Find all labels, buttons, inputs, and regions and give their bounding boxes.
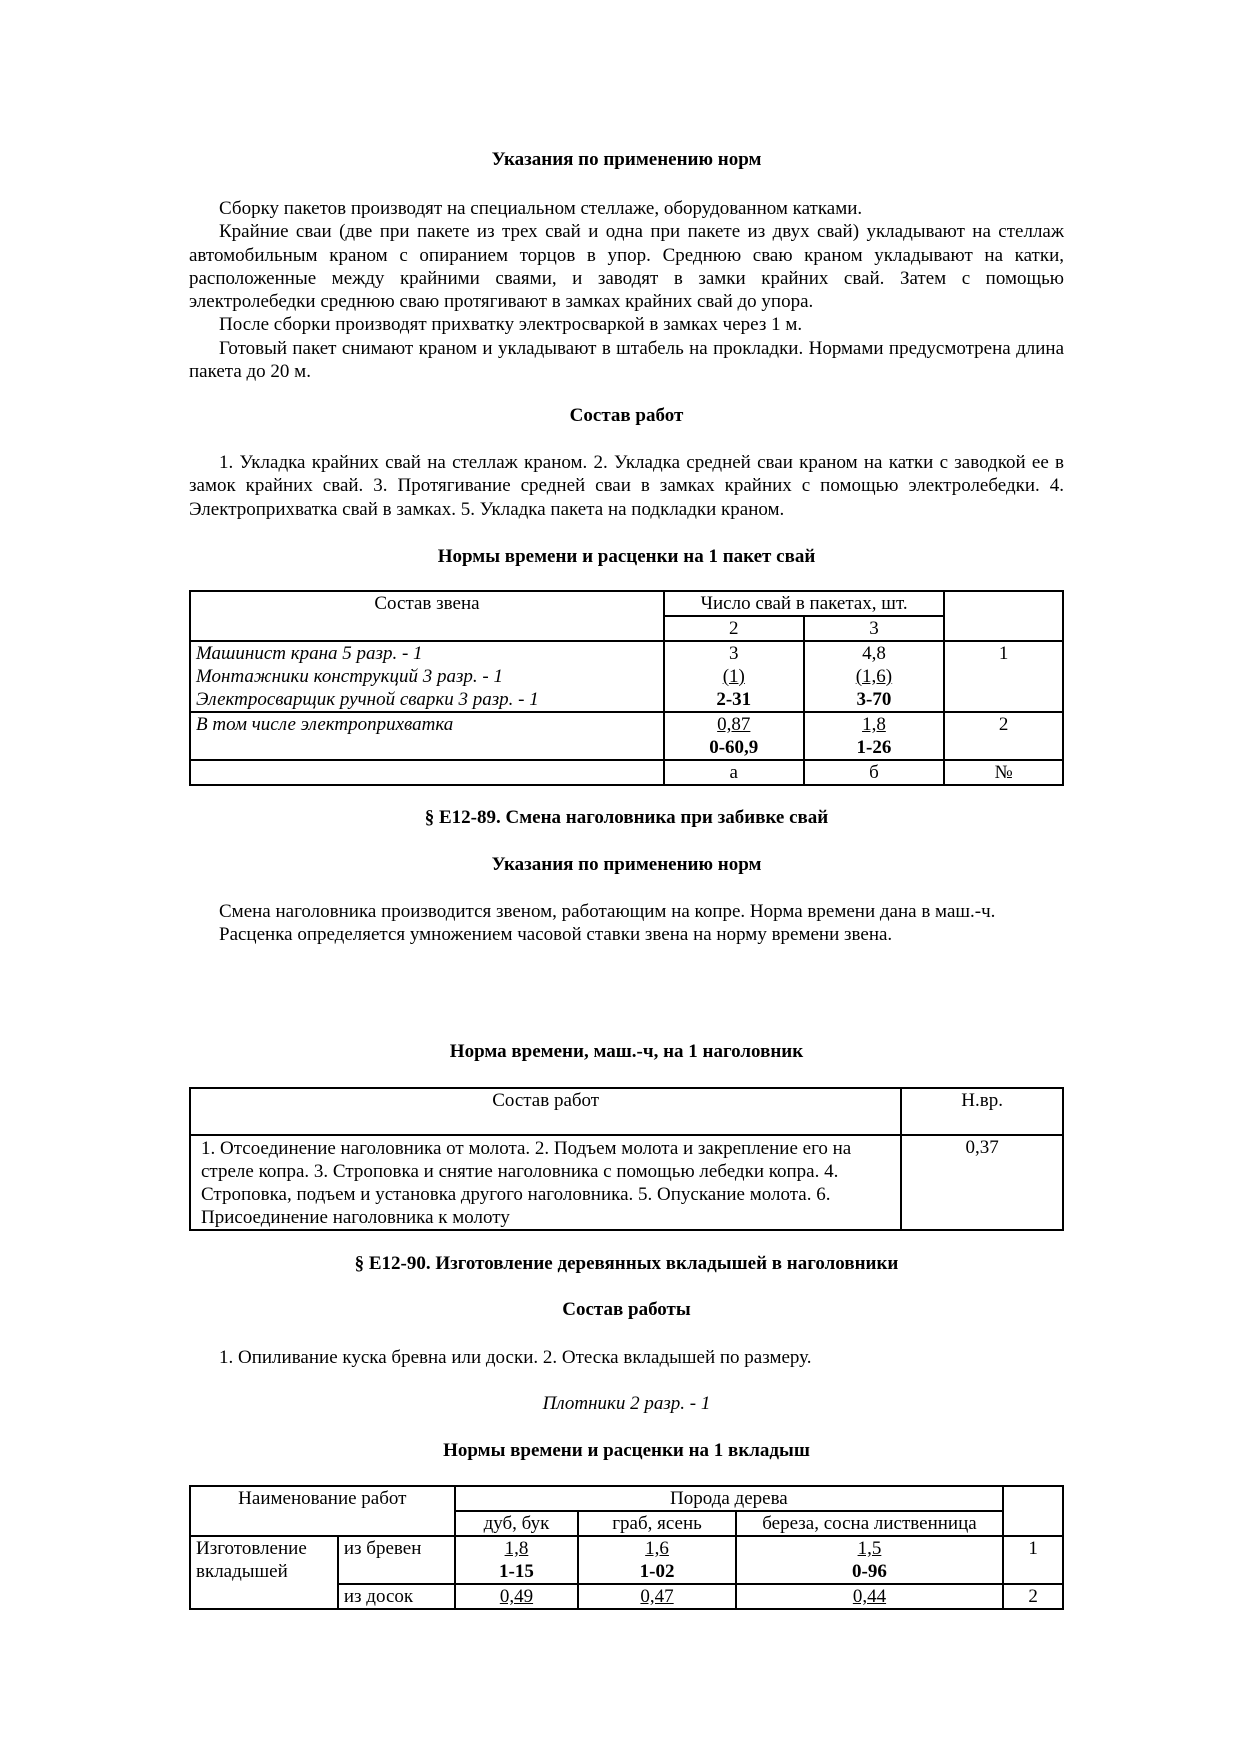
paragraph: 1. Укладка крайних свай на стеллаж краном. 2. Укладка средней сваи краном на катки с заводкой ее в замок крайних свай. 3. Протягивание средней сваи в замках крайних с помощью электролебедки. 4. Электроприхватка свай в замках. 5. Укладка пакета на подкладки краном. (189, 452, 1064, 520)
value-cell (736, 1536, 1003, 1584)
material-cell: из бревен (338, 1536, 455, 1584)
footer-cell (190, 760, 664, 785)
row-number: 1 (1003, 1536, 1063, 1584)
work-cell: Изготовление вкладышей (190, 1536, 338, 1609)
section-text (189, 451, 1064, 521)
price: 0-96 (852, 1561, 887, 1582)
header-cell: 2 (664, 616, 804, 641)
row-number: 2 (1003, 1584, 1063, 1609)
crew-cell: В том числе электроприхватка (190, 712, 664, 760)
header-cell: Н.вр. (901, 1088, 1063, 1135)
section-title: § Е12-90. Изготовление деревянных вкладышей в наголовники (354, 1253, 899, 1274)
time-norm: 1,8 (862, 714, 886, 735)
price: 1-15 (499, 1561, 534, 1582)
time-norm: 0,87 (717, 714, 751, 735)
section-heading: Указания по применению норм (491, 149, 762, 170)
paragraph: Готовый пакет снимают краном и укладывают в штабель на прокладки. Нормами предусмотрена длина пакета до 20 м. (189, 337, 1064, 383)
norms-table-inserts (189, 1485, 1064, 1610)
value-cell (804, 712, 945, 760)
table-title: Норма времени, маш.-ч, на 1 наголовник (449, 1041, 804, 1062)
header-cell: береза, сосна лиственница (736, 1511, 1003, 1536)
price: 2-31 (716, 689, 752, 710)
value-cell (578, 1536, 736, 1584)
price: 1-26 (856, 737, 892, 758)
paragraph: Сборку пакетов производят на специальном стеллаже, оборудованном катками. (219, 198, 863, 219)
paragraph: Смена наголовника производится звеном, работающим на копре. Норма времени дана в маш.-ч. (219, 901, 996, 922)
header-cell (944, 591, 1063, 641)
section-heading: Состав работы (562, 1299, 691, 1320)
paragraph: После сборки производят прихватку электросваркой в замках через 1 м. (219, 314, 803, 336)
footer-cell: а (664, 760, 804, 785)
footer-cell: б (804, 760, 945, 785)
table-title: Нормы времени и расценки на 1 вкладыш (443, 1440, 810, 1461)
paragraph: 1. Опиливание куска бревна или доски. 2. Отеска вкладышей по размеру. (219, 1347, 812, 1368)
crew-composition: Плотники 2 разр. - 1 (542, 1393, 711, 1414)
time-norm-part: (1,6) (855, 666, 893, 687)
crew-line: Электросварщик ручной сварки 3 разр. - 1 (196, 689, 539, 710)
material-cell: из досок (338, 1584, 455, 1609)
time-norm: 1,6 (645, 1538, 669, 1559)
time-norm: 1,5 (857, 1538, 882, 1559)
section-heading: Состав работ (569, 405, 684, 426)
section-text (189, 900, 1064, 947)
section-text (189, 197, 1064, 383)
header-cell: Порода дерева (455, 1486, 1003, 1511)
value-cell (664, 641, 804, 712)
table-row (190, 1135, 1063, 1230)
section-text (189, 1346, 1064, 1369)
header-cell: Число свай в пакетах, шт. (664, 591, 944, 616)
table-row (190, 712, 1063, 760)
time-norm: 0,47 (640, 1586, 674, 1607)
norms-table-headpiece (189, 1087, 1064, 1231)
time-norm: 0,44 (852, 1586, 887, 1607)
header-cell: граб, ясень (578, 1511, 736, 1536)
crew-line: Машинист крана 5 разр. - 1 (196, 643, 423, 664)
footer-cell: № (944, 760, 1063, 785)
value-cell (455, 1536, 579, 1584)
price: 0-60,9 (709, 737, 759, 758)
header-cell: Состав звена (190, 591, 664, 641)
value-cell (455, 1584, 579, 1609)
header-cell: 3 (804, 616, 945, 641)
header-cell (1003, 1486, 1063, 1536)
paragraph: Крайние сваи (две при пакете из трех свай и одна при пакете из двух свай) укладывают на стеллаж автомобильным краном с опиранием торцов в упор. Среднюю сваю краном укладывают на катки, расположенные между крайними сваями, и заводят в замки крайних свай. Затем с помощью электролебедки среднюю сваю протягивают в замках крайних свай до упора. (189, 221, 1064, 313)
time-norm: 4,8 (862, 643, 886, 664)
price: 3-70 (856, 689, 892, 710)
table-title: Нормы времени и расценки на 1 пакет свай (437, 546, 816, 567)
value-cell (578, 1584, 736, 1609)
value-cell: 0,37 (901, 1135, 1063, 1230)
value-cell (736, 1584, 1003, 1609)
work-cell: 1. Отсоединение наголовника от молота. 2. Подъем молота и закрепление его на стреле копра. 3. Строповка и снятие наголовника с помощью лебедки копра. 4. Строповка, подъем и установка другого наголовника. 5. Опускание молота. 6. Присоединение наголовника к молоту (190, 1135, 901, 1230)
header-cell: Состав работ (190, 1088, 901, 1135)
time-norm: 0,49 (499, 1586, 534, 1607)
time-norm: 3 (729, 643, 739, 664)
section-title: § Е12-89. Смена наголовника при забивке свай (424, 807, 829, 828)
header-cell: дуб, бук (455, 1511, 579, 1536)
time-norm-part: (1) (722, 666, 745, 687)
value-cell (804, 641, 945, 712)
value-cell (664, 712, 804, 760)
row-number: 2 (944, 712, 1063, 760)
table-row (190, 1536, 1063, 1584)
time-norm: 1,8 (504, 1538, 529, 1559)
section-heading: Указания по применению норм (491, 854, 762, 875)
price: 1-02 (639, 1561, 675, 1582)
norms-table-packet (189, 590, 1064, 786)
table-row (190, 641, 1063, 712)
row-number: 1 (944, 641, 1063, 712)
crew-cell (190, 641, 664, 712)
crew-line: Монтажники конструкций 3 разр. - 1 (196, 666, 503, 687)
table-row (190, 760, 1063, 785)
header-cell: Наименование работ (190, 1486, 455, 1536)
paragraph: Расценка определяется умножением часовой ставки звена на норму времени звена. (219, 924, 893, 946)
